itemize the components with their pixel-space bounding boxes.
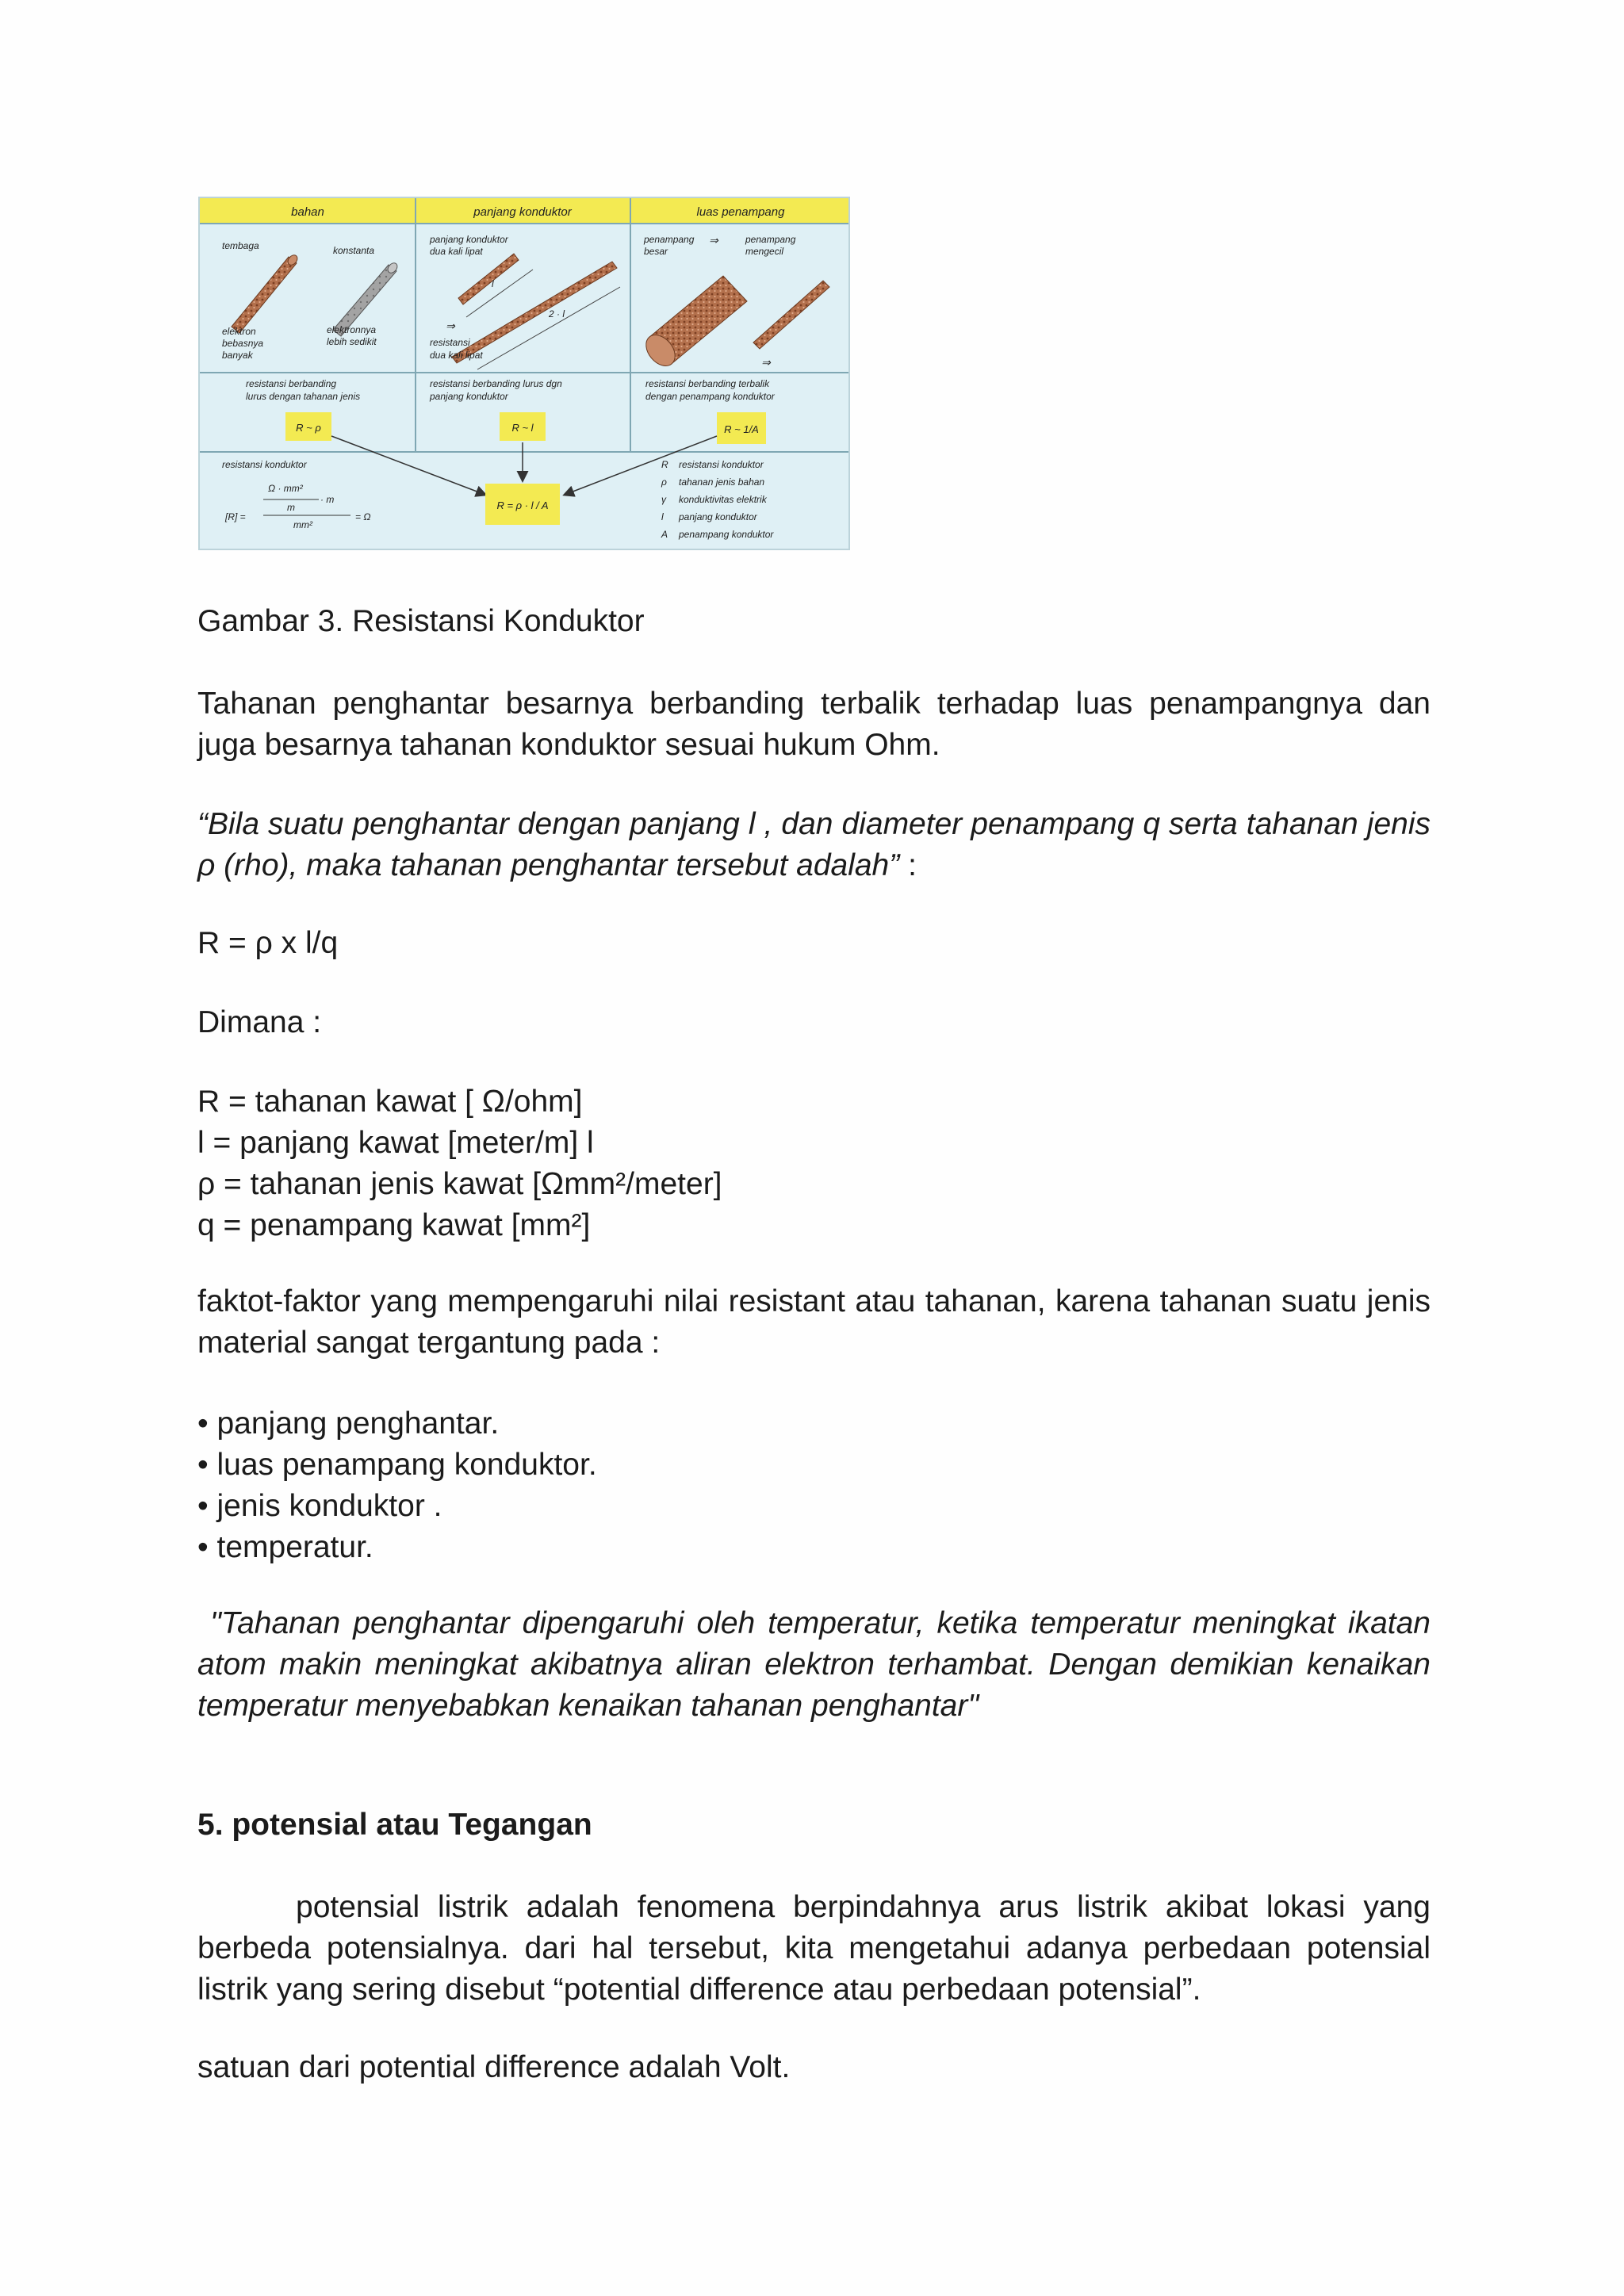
bullet-item: • jenis konduktor . xyxy=(197,1489,442,1523)
thick-rod xyxy=(640,276,747,371)
bullet-item: • panjang penghantar. xyxy=(197,1406,500,1441)
label-elektron-1: elektron xyxy=(222,326,256,337)
col2-top-2: dua kali lipat xyxy=(430,246,483,257)
label-elektron-3: banyak xyxy=(222,350,253,361)
paragraph-4: satuan dari potential difference adalah Volt. xyxy=(197,2050,791,2084)
formula-r-1a: R ~ 1/A xyxy=(724,423,759,435)
label-elektron-2: bebasnya xyxy=(222,338,264,349)
dim-l: l xyxy=(492,278,494,289)
quote-1-tail: : xyxy=(899,848,917,882)
paragraph-2: faktot-faktor yang mempengaruhi nilai resistant atau tahanan, karena tahanan suatu jenis material sangat tergantung pada : xyxy=(197,1284,1431,1360)
short-rod xyxy=(458,254,519,304)
legend-text: resistansi konduktor xyxy=(679,459,764,470)
label-elektronnya-1: elektronnya xyxy=(327,324,377,335)
col2-mid-1: resistansi xyxy=(430,337,470,348)
copper-rod xyxy=(232,253,299,333)
legend-sym: ρ xyxy=(661,476,667,488)
unit-rhs: = Ω xyxy=(355,511,371,522)
header-bahan: bahan xyxy=(291,205,324,219)
col3-small-2: mengecil xyxy=(745,246,784,257)
definition-l: l = panjang kawat [meter/m] l xyxy=(197,1126,594,1160)
legend-text: konduktivitas elektrik xyxy=(679,494,767,505)
definition-q: q = penampang kawat [mm²] xyxy=(197,1208,591,1242)
dimana-label: Dimana : xyxy=(197,1005,322,1039)
unit-num: Ω · mm² xyxy=(268,483,303,494)
col3-small-1: penampang xyxy=(745,234,796,245)
legend-text: penampang konduktor xyxy=(679,529,774,540)
unit-mid: m xyxy=(287,502,295,513)
stmt3-line1: resistansi berbanding terbalik xyxy=(645,378,770,389)
section-heading-5: 5. potensial atau Tegangan xyxy=(197,1808,592,1842)
arrow-orange-3: ⇒ xyxy=(761,356,771,369)
stmt1-line1: resistansi berbanding xyxy=(246,378,337,389)
figure-drawing xyxy=(200,198,850,550)
header-luas: luas penampang xyxy=(696,205,785,219)
paragraph-3: potensial listrik adalah fenomena berpindahnya arus listrik akibat lokasi yang berbeda potensialnya. dari hal tersebut, kita mengetahui adanya perbedaan potensial listrik yang sering disebut “potential difference atau perbedaan potensial”. xyxy=(197,1890,1431,2007)
quote-2: "Tahanan penghantar dipengaruhi oleh temperatur, ketika temperatur meningkat ikatan atom makin meningkat akibatnya aliran elektron terhambat. Dengan demikian kenaikan temperatur menyebabkan kenaikan tahanan penghantar" xyxy=(197,1606,1439,1723)
thin-rod xyxy=(753,281,829,349)
formula-r-l: R ~ l xyxy=(511,422,534,434)
legend-sym: A xyxy=(661,529,668,540)
arrow-orange-2: ⇒ xyxy=(709,234,718,247)
paragraph-1: Tahanan penghantar besarnya berbanding terbalik terhadap luas penampangnya dan juga besarnya tahanan konduktor sesuai hukum Ohm. xyxy=(197,687,1431,762)
definition-r: R = tahanan kawat [ Ω/ohm] xyxy=(197,1085,583,1119)
quote-1-text: “Bila suatu penghantar dengan panjang l , dan diameter penampang q serta tahanan jenis ρ (rho), maka tahanan penghantar tersebut adalah” xyxy=(197,807,1431,882)
long-rod xyxy=(452,262,617,363)
legend-sym: R xyxy=(661,459,668,470)
formula-r-rho: R ~ ρ xyxy=(296,422,321,434)
col2-mid-2: dua kali lipat xyxy=(430,350,483,361)
stmt2-line1: resistansi berbanding lurus dgn xyxy=(430,378,562,389)
arrow-orange-1: ⇒ xyxy=(446,320,455,332)
figure-legend xyxy=(661,459,774,540)
legend-text: panjang konduktor xyxy=(679,511,757,522)
bullet-item: • temperatur. xyxy=(197,1530,373,1564)
stmt1-line2: lurus dengan tahanan jenis xyxy=(246,391,361,402)
formula-line: R = ρ x l/q xyxy=(197,926,339,960)
unit-den: mm² xyxy=(293,519,312,530)
col2-top-1: panjang konduktor xyxy=(430,234,508,245)
stmt3-line2: dengan penampang konduktor xyxy=(645,391,775,402)
quote-1 xyxy=(197,804,1431,886)
formula-center: R = ρ · l / A xyxy=(496,499,549,511)
label-konstanta: konstanta xyxy=(333,245,375,256)
definitions-list xyxy=(197,1081,1431,1246)
col3-big-2: besar xyxy=(644,246,668,257)
col3-big-1: penampang xyxy=(644,234,695,245)
label-tembaga: tembaga xyxy=(222,240,259,251)
legend-sym: l xyxy=(661,511,664,522)
unit-m: · m xyxy=(320,494,335,505)
bottom-left-title: resistansi konduktor xyxy=(222,459,307,470)
legend-text: tahanan jenis bahan xyxy=(679,476,765,488)
header-panjang: panjang konduktor xyxy=(473,205,572,219)
stmt2-line2: panjang konduktor xyxy=(430,391,508,402)
unit-lhs: [R] = xyxy=(225,511,246,522)
legend-sym: γ xyxy=(661,494,666,505)
figure-caption: Gambar 3. Resistansi Konduktor xyxy=(197,604,645,638)
bullet-item: • luas penampang konduktor. xyxy=(197,1448,597,1482)
label-elektronnya-2: lebih sedikit xyxy=(327,336,377,347)
dim-2l: 2 · l xyxy=(549,308,565,320)
factor-bullets xyxy=(197,1403,1431,1568)
definition-rho: ρ = tahanan jenis kawat [Ωmm²/meter] xyxy=(197,1167,722,1201)
resistance-figure xyxy=(198,197,850,550)
